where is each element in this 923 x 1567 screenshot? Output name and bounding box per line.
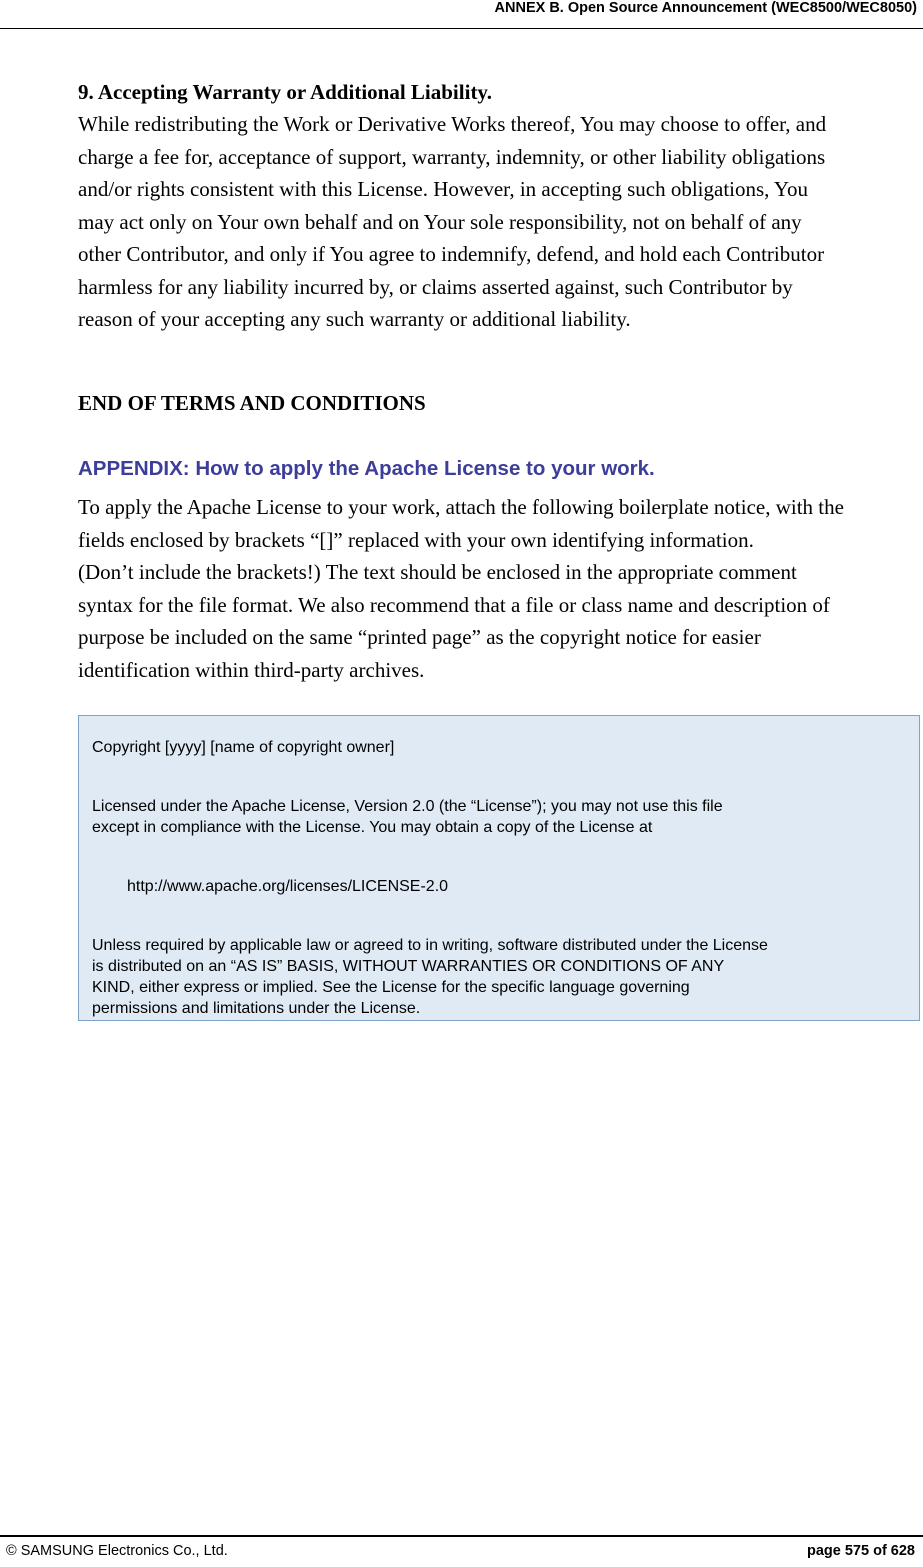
end-of-terms-heading: END OF TERMS AND CONDITIONS [78,391,426,415]
footer-page-number: page 575 of 628 [807,1543,915,1559]
paragraph-line: fields enclosed by brackets “[]” replaced with your own identifying information. [78,527,754,552]
paragraph-line: To apply the Apache License to your work, attach the following boilerplate notice, with the [78,495,844,519]
paragraph-line: charge a fee for, acceptance of support, warranty, indemnity, or other liability obligations [78,144,826,169]
appendix-paragraph [78,491,844,686]
page-header [0,0,923,29]
paragraph-line: identification within third-party archives. [78,657,425,682]
section-9-paragraph [78,108,826,336]
unless-line: KIND, either express or implied. See the License for the specific language governing [92,979,690,996]
unless-line: Unless required by applicable law or agreed to in writing, software distributed under the License [92,937,768,954]
unless-line: permissions and limitations under the License. [92,1000,421,1017]
paragraph-line: reason of your accepting any such warranty or additional liability. [78,307,631,331]
header-title: ANNEX B. Open Source Announcement (WEC8500/WEC8050) [494,0,917,16]
licensed-line: Licensed under the Apache License, Version 2.0 (the “License”); you may not use this file [92,798,723,815]
page-footer [0,1535,923,1567]
paragraph-line: other Contributor, and only if You agree to indemnify, defend, and hold each Contributor [78,242,825,266]
license-url: http://www.apache.org/licenses/LICENSE-2.0 [127,878,449,895]
paragraph-line: harmless for any liability incurred by, or claims asserted against, such Contributor by [78,274,793,299]
paragraph-line: While redistributing the Work or Derivative Works thereof, You may choose to offer, and [78,112,827,136]
copyright-line: Copyright [yyyy] [name of copyright owner] [92,739,395,756]
footer-company: © SAMSUNG Electronics Co., Ltd. [6,1543,228,1559]
section-9-title: 9. Accepting Warranty or Additional Liability. [78,80,493,104]
paragraph-line: syntax for the file format. We also recommend that a file or class name and description of [78,592,830,617]
license-notice-box [78,715,920,1021]
unless-line: is distributed on an “AS IS” BASIS, WITHOUT WARRANTIES OR CONDITIONS OF ANY [92,958,725,975]
licensed-line: except in compliance with the License. You may obtain a copy of the License at [92,819,653,836]
appendix-title: APPENDIX: How to apply the Apache License to your work. [78,457,655,480]
paragraph-line: may act only on Your own behalf and on Your sole responsibility, not on behalf of any [78,209,802,234]
paragraph-line: and/or rights consistent with this License. However, in accepting such obligations, You [78,177,808,201]
paragraph-line: purpose be included on the same “printed page” as the copyright notice for easier [78,625,761,649]
paragraph-line: (Don’t include the brackets!) The text should be enclosed in the appropriate comment [78,560,797,584]
